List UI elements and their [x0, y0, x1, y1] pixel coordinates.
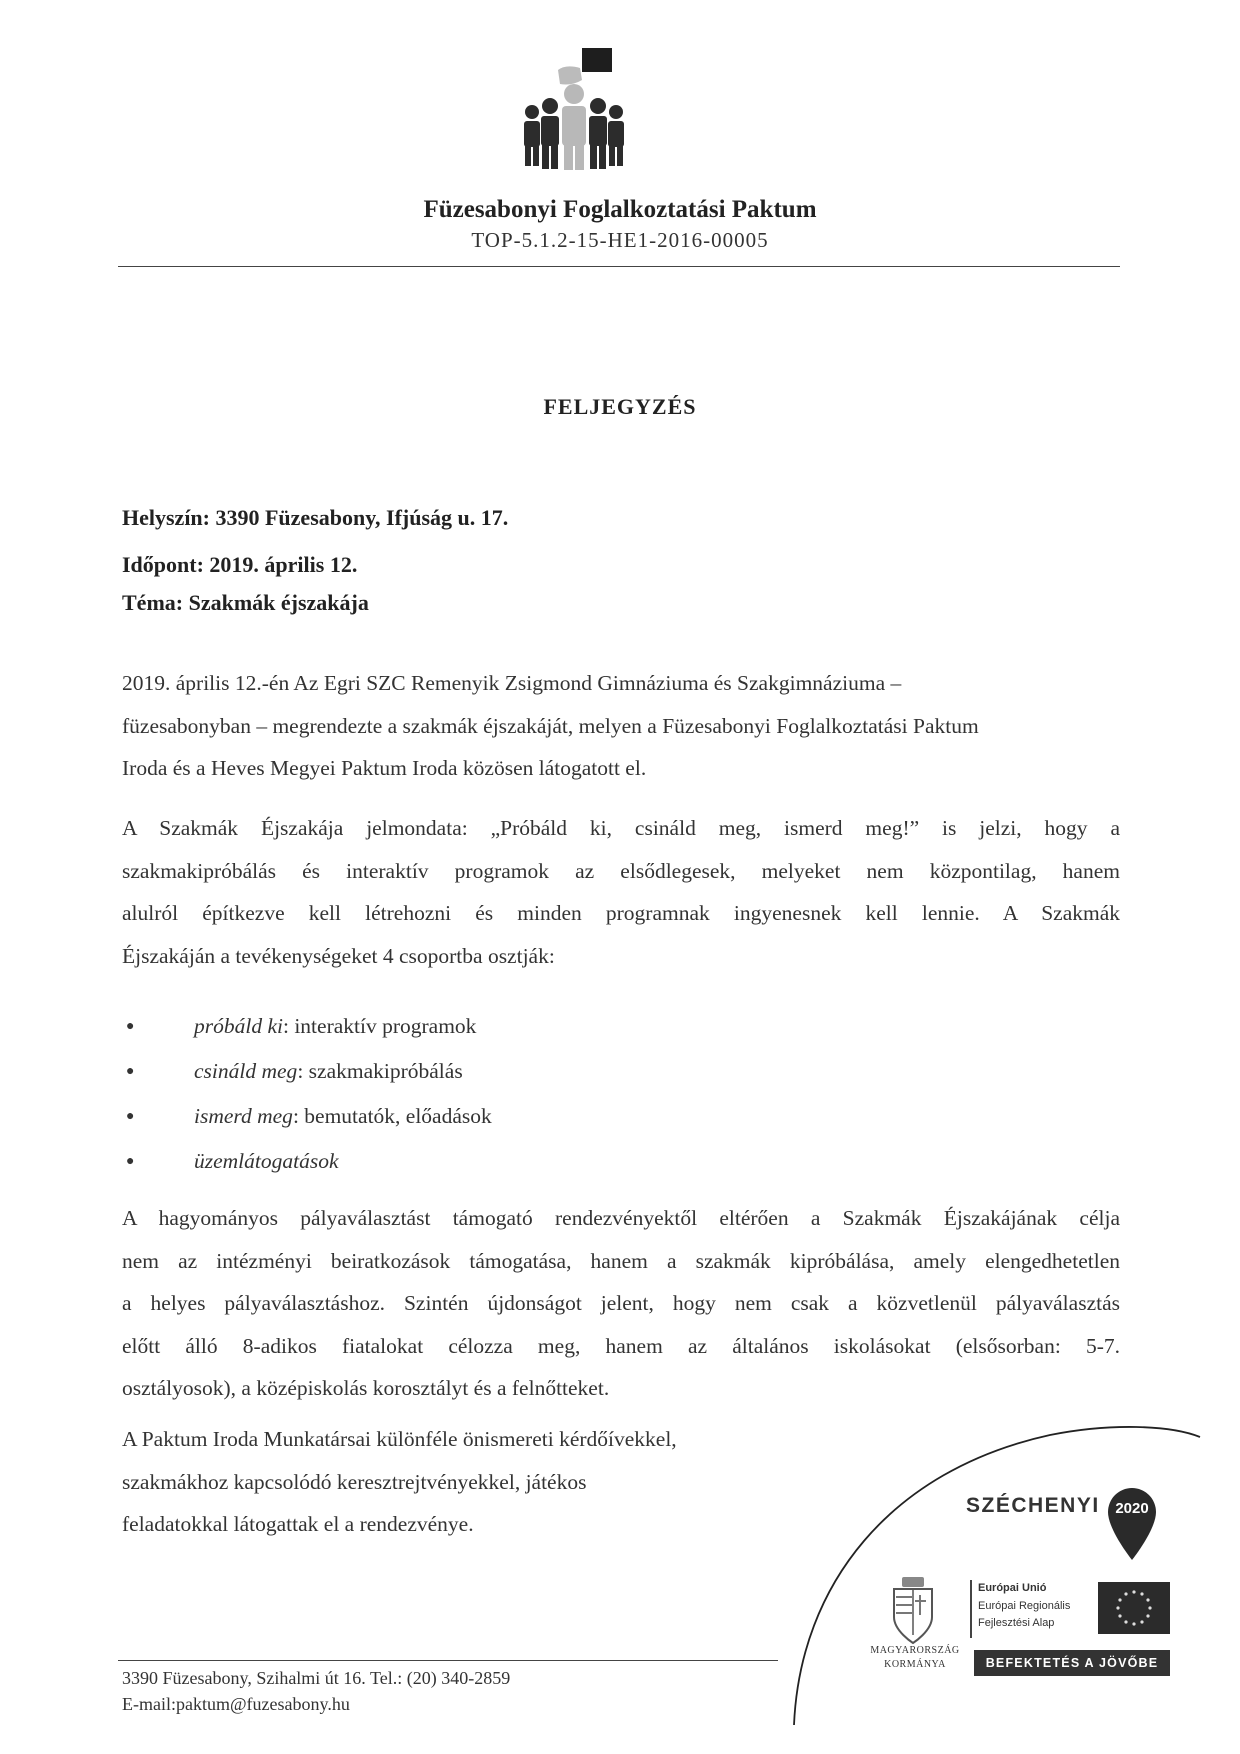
list-item [122, 1094, 822, 1139]
eu-label-line1: Európai Unió [978, 1582, 1047, 1594]
paragraph-line: alulról építkezve kell létrehozni és minden programnak ingyenesnek kell lennie. A Szakmák [122, 901, 1120, 925]
list-item-term: csináld meg [194, 1059, 298, 1083]
list-item-desc: : bemutatók, előadások [292, 1104, 492, 1128]
paragraph-line: feladatokkal látogattak el a rendezvénye. [122, 1512, 474, 1536]
meta-place: Helyszín: 3390 Füzesabony, Ifjúság u. 17. [122, 505, 509, 530]
activity-group-list [122, 1004, 822, 1184]
list-item-desc: : interaktív programok [282, 1014, 477, 1038]
paragraph-line: nem az intézményi beiratkozások támogatása, hanem a szakmák kipróbálása, amely elengedhetetlen [122, 1248, 1120, 1273]
meta-topic: Téma: Szakmák éjszakája [122, 590, 369, 615]
bullet-icon: ● [126, 1064, 135, 1079]
footer-address: 3390 Füzesabony, Szihalmi út 16. Tel.: (20) 340-2859 [122, 1668, 511, 1688]
paragraph-line: a helyes pályaválasztáshoz. Szintén újdonságot jelent, hogy nem csak a közvetlenül pályaválasztás [122, 1291, 1120, 1315]
eu-divider [970, 1580, 972, 1638]
footer-email: E-mail:paktum@fuzesabony.hu [122, 1694, 350, 1714]
list-item-term: üzemlátogatások [194, 1149, 339, 1173]
hungarian-coat-of-arms-icon [886, 1575, 940, 1647]
paragraph-motto [122, 807, 1120, 977]
meta-date: Időpont: 2019. április 12. [122, 552, 358, 577]
footer-divider [118, 1660, 778, 1661]
szechenyi-wordmark: SZÉCHENYI [966, 1494, 1100, 1517]
header-divider [118, 266, 1120, 267]
paragraph-line: Éjszakáján a tevékenységeket 4 csoportba osztják: [122, 943, 555, 968]
investment-slogan: BEFEKTETÉS A JÖVŐBE [974, 1650, 1170, 1676]
list-item [122, 1049, 822, 1094]
list-item [122, 1139, 822, 1184]
eu-flag-icon [1098, 1582, 1170, 1634]
paragraph-intro [122, 662, 1120, 790]
paragraph-line: szakmákhoz kapcsolódó keresztrejtvényekkel, játékos [122, 1469, 587, 1494]
szechenyi-year: 2020 [1115, 1500, 1149, 1517]
people-group-icon [500, 48, 650, 198]
eu-label-line2: Európai Regionális [978, 1600, 1071, 1612]
paragraph-activities [122, 1418, 772, 1546]
paragraph-line: A Paktum Iroda Munkatársai különféle önismereti kérdőívekkel, [122, 1427, 677, 1451]
government-label-line2: KORMÁNYA [884, 1659, 946, 1670]
eu-label-line3: Fejlesztési Alap [978, 1617, 1055, 1629]
location-pin-icon [1104, 1484, 1160, 1564]
list-item-term: próbáld ki [194, 1014, 283, 1038]
paragraph-line: előtt álló 8-adikos fiatalokat célozza meg, hanem az általános iskolásokat (elsősorban: 5-7. [122, 1333, 1120, 1358]
document-title: FELJEGYZÉS [543, 394, 697, 419]
bullet-icon: ● [126, 1154, 135, 1169]
list-item-term: ismerd meg [194, 1104, 293, 1128]
bullet-icon: ● [126, 1109, 135, 1124]
paragraph-line: füzesabonyban – megrendezte a szakmák éjszakáját, melyen a Füzesabonyi Foglalkoztatási Paktum [122, 713, 979, 738]
paragraph-line: A Szakmák Éjszakája jelmondata: „Próbáld ki, csináld meg, ismerd meg!” is jelzi, hogy a [122, 816, 1120, 840]
list-item [122, 1004, 822, 1049]
organization-name: Füzesabonyi Foglalkoztatási Paktum [423, 196, 817, 223]
paragraph-line: Iroda és a Heves Megyei Paktum Iroda közösen látogatott el. [122, 756, 647, 780]
paragraph-line: A hagyományos pályaválasztást támogató rendezvényektől eltérően a Szakmák Éjszakájának célja [122, 1206, 1120, 1230]
list-item-desc: : szakmakipróbálás [297, 1059, 463, 1083]
paragraph-line: 2019. április 12.-én Az Egri SZC Remenyik Zsigmond Gimnáziuma és Szakgimnáziuma – [122, 671, 902, 695]
paragraph-line: osztályosok), a középiskolás korosztályt és a felnőtteket. [122, 1376, 610, 1400]
paragraph-goal [122, 1197, 1120, 1410]
government-label-line1: MAGYARORSZÁG [870, 1645, 960, 1656]
project-code: TOP-5.1.2-15-HE1-2016-00005 [471, 228, 769, 252]
paragraph-line: szakmakipróbálás és interaktív programok az elsődlegesek, melyeket nem központilag, hanem [122, 858, 1120, 883]
bullet-icon: ● [126, 1019, 135, 1034]
